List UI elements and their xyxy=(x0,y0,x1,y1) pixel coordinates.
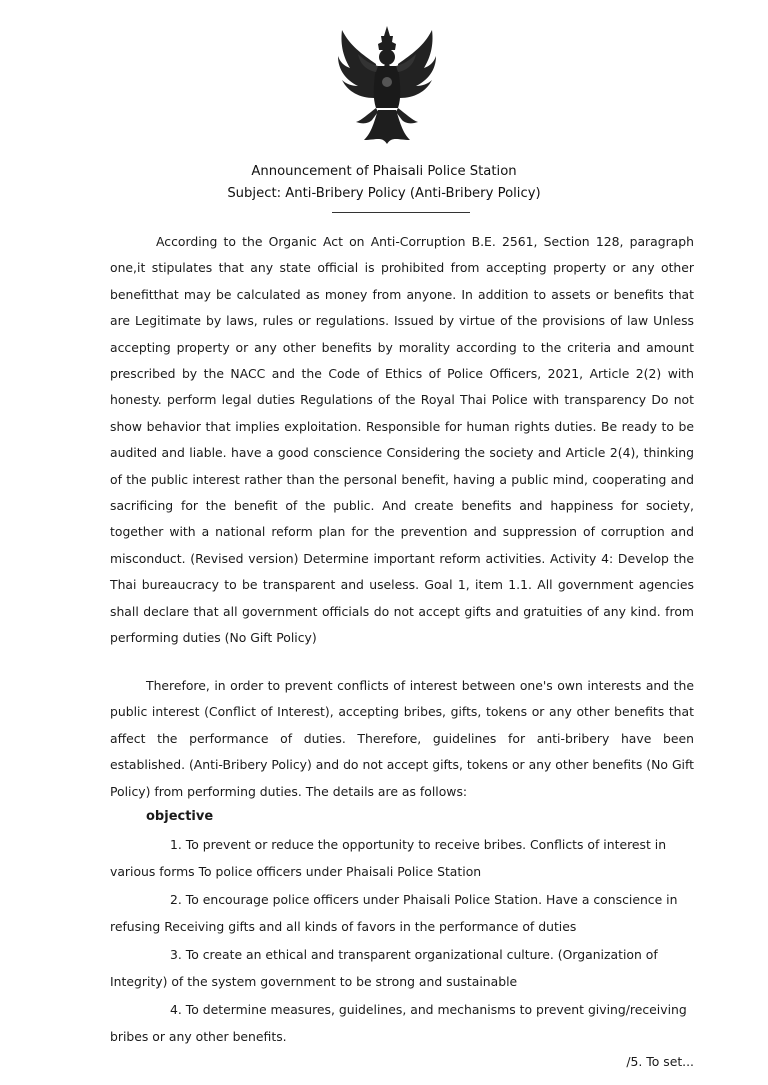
title-divider xyxy=(332,212,470,213)
body-paragraph-2-text: Therefore, in order to prevent conflicts of interest between one's own interests and the public interest (Conflict of Interest), accepting bribes, gifts, tokens or any other benefits that affect the performance of duties. Therefore, guidelines for anti-bribery have been established. (Anti-Bribery Policy) and do not accept gifts, tokens or any other benefits (No Gift Policy) from performing duties. The details are as follows: xyxy=(110,678,694,799)
objective-item-1-text: 1. To prevent or reduce the opportunity to receive bribes. Conflicts of interest in various forms To police officers under Phaisali Police Station xyxy=(110,837,667,879)
objective-heading: objective xyxy=(146,809,214,824)
objective-item-2-text: 2. To encourage police officers under Phaisali Police Station. Have a conscience in refusing Receiving gifts and all kinds of favors in the performance of duties xyxy=(110,892,678,934)
objective-item-3-text: 3. To create an ethical and transparent organizational culture. (Organization of Integrity) of the system government to be strong and sustainable xyxy=(110,947,658,989)
garuda-emblem-icon xyxy=(332,24,442,148)
body-paragraph-1-text: According to the Organic Act on Anti-Corruption B.E. 2561, Section 128, paragraph one,it stipulates that any state official is prohibited from accepting property or any other benefitthat may be calculated as money from anyone. In addition to assets or benefits that are Legitimate by laws, rules or regulations. Issued by virtue of the provisions of law Unless accepting property or any other benefits by morality according to the criteria and amount prescribed by the NACC and the Code of Ethics of Police Officers, 2021, Article 2(2) with honesty. perform legal duties Regulations of the Royal Thai Police with transparency Do not show behavior that implies exploitation. Responsible for human rights duties. Be ready to be audited and liable. have a good conscience Considering the society and Article 2(4), thinking of the public interest rather than the personal benefit, having a public mind, cooperating and sacrificing for the benefit of the public. And create benefits and happiness for society, together with a national reform plan for the prevention and suppression of corruption and misconduct. (Revised version) Determine important reform activities. Activity 4: Develop the Thai bureaucracy to be transparent and useless. Goal 1, item 1.1. All government agencies shall declare that all government officials do not accept gifts and gratuities of any kind. from performing duties (No Gift Policy) xyxy=(110,234,694,646)
objective-item-1 xyxy=(110,831,694,885)
objective-item-4-text: 4. To determine measures, guidelines, and mechanisms to prevent giving/receiving bribes or any other benefits. xyxy=(110,1002,687,1044)
objective-item-3 xyxy=(110,941,694,995)
announcement-title: Announcement of Phaisali Police Station xyxy=(251,164,517,179)
body-paragraph-2 xyxy=(110,673,694,805)
announcement-subject: Subject: Anti-Bribery Policy (Anti-Bribery Policy) xyxy=(227,186,541,201)
objective-item-2 xyxy=(110,886,694,940)
objective-item-4 xyxy=(110,996,694,1050)
page-continuation: /5. To set... xyxy=(626,1054,694,1069)
body-paragraph-1 xyxy=(110,229,694,652)
